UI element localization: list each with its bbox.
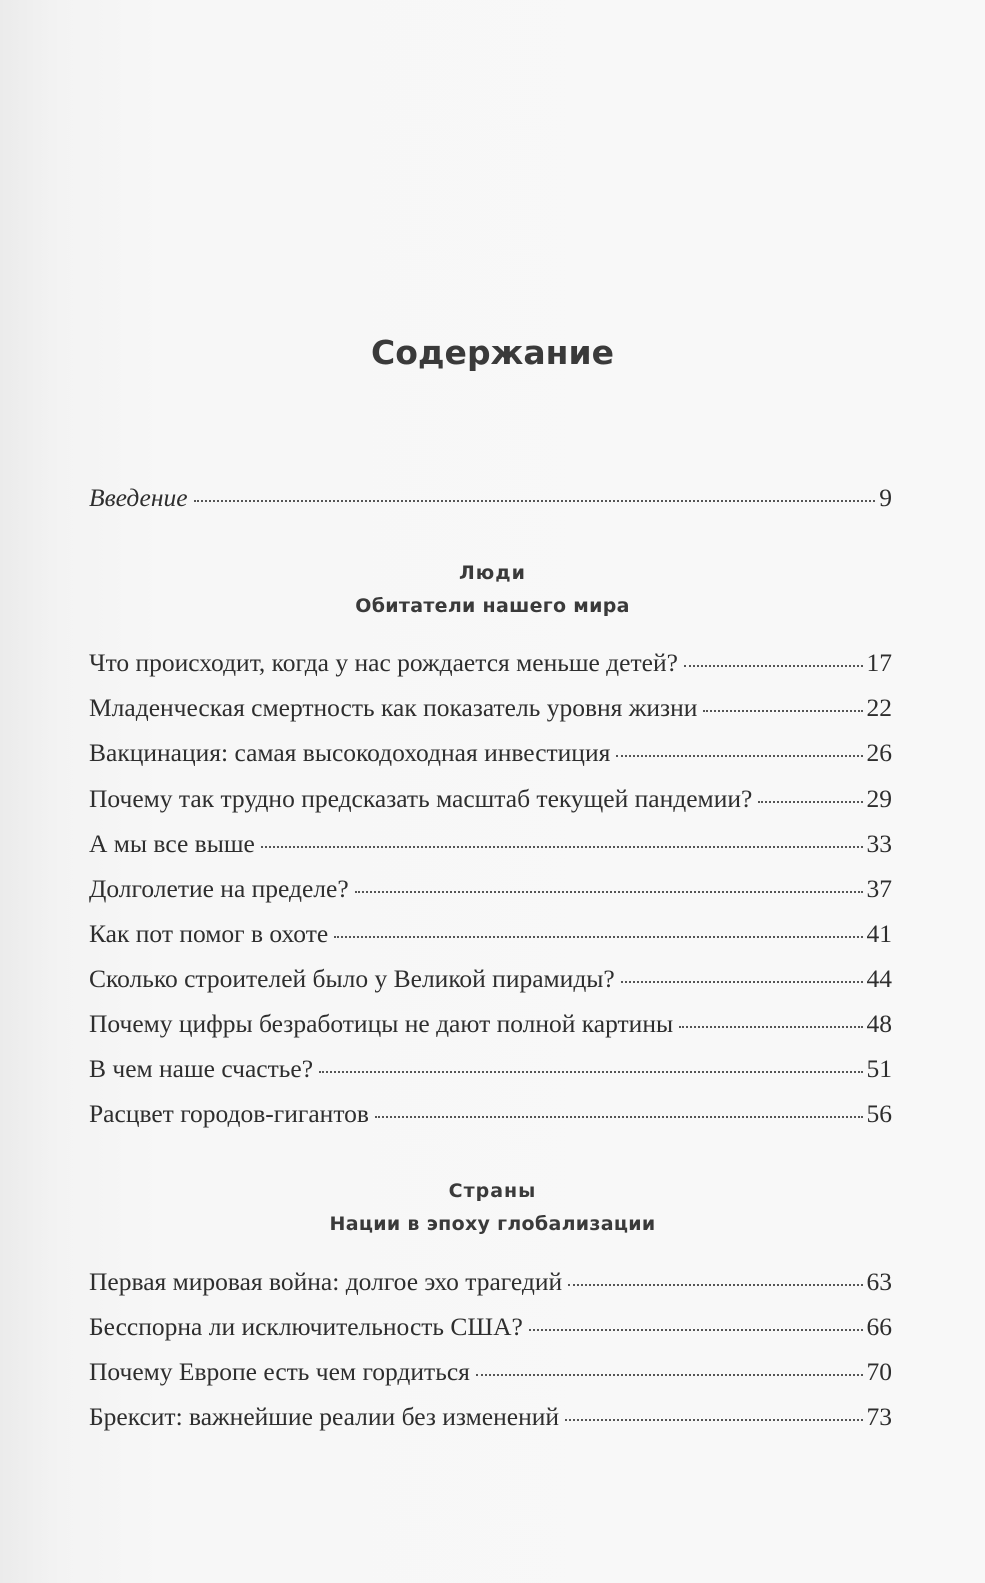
toc-entry-page: 66: [866, 1312, 892, 1341]
toc-entry[interactable]: [89, 919, 892, 953]
dot-leader: [621, 981, 863, 983]
toc-entry-page: 37: [866, 874, 892, 903]
toc-entry-label: Как пот помог в охоте: [89, 919, 329, 948]
toc-entry-label: Введение: [89, 483, 188, 512]
toc-entry[interactable]: [89, 829, 892, 863]
toc-entry-page: 26: [866, 738, 892, 767]
section-subheading-people: Обитатели нашего мира: [355, 595, 630, 617]
toc-entry-label: Бесспорна ли исключительность США?: [89, 1312, 523, 1341]
toc-entry-label: Почему Европе есть чем гордиться: [89, 1357, 470, 1386]
toc-entry-label: Почему так трудно предсказать масштаб текущей пандемии?: [89, 784, 753, 813]
toc-entry[interactable]: [89, 648, 892, 682]
toc-entry-page: 9: [879, 483, 892, 512]
toc-entry-page: 17: [866, 648, 892, 677]
dot-leader: [529, 1329, 863, 1331]
toc-entry[interactable]: [89, 874, 892, 908]
toc-entry[interactable]: [89, 1099, 892, 1133]
toc-entry-label: Сколько строителей было у Великой пирамиды?: [89, 964, 615, 993]
toc-entry[interactable]: [89, 738, 892, 772]
toc-entry[interactable]: [89, 1009, 892, 1043]
toc-entry-label: Что происходит, когда у нас рождается меньше детей?: [89, 648, 678, 677]
dot-leader: [375, 1116, 863, 1118]
dot-leader: [194, 500, 876, 502]
toc-entry[interactable]: [89, 1402, 892, 1436]
dot-leader: [334, 936, 862, 938]
toc-entry-page: 63: [866, 1267, 892, 1296]
toc-entry-label: Почему цифры безработицы не дают полной картины: [89, 1009, 674, 1038]
toc-entry-page: 48: [866, 1009, 892, 1038]
section-heading-countries: Страны: [448, 1180, 537, 1202]
section-heading-people: Люди: [459, 562, 526, 584]
dot-leader: [261, 846, 863, 848]
dot-leader: [568, 1284, 862, 1286]
toc-entry-label: Расцвет городов-гигантов: [89, 1099, 369, 1128]
dot-leader: [355, 891, 863, 893]
dot-leader: [703, 710, 862, 712]
toc-entry-page: 33: [866, 829, 892, 858]
toc-entry-page: 51: [866, 1054, 892, 1083]
toc-entry-page: 29: [866, 784, 892, 813]
dot-leader: [565, 1419, 862, 1421]
section-subheading-countries: Нации в эпоху глобализации: [329, 1213, 656, 1235]
toc-entry-label: Вакцинация: самая высокодоходная инвестиция: [89, 738, 611, 767]
dot-leader: [476, 1374, 863, 1376]
dot-leader: [758, 801, 862, 803]
toc-entry[interactable]: [89, 693, 892, 727]
toc-entry[interactable]: [89, 1267, 892, 1301]
toc-entry-label: Долголетие на пределе?: [89, 874, 349, 903]
toc-entry[interactable]: [89, 1054, 892, 1088]
toc-entry-label: Брексит: важнейшие реалии без изменений: [89, 1402, 560, 1431]
toc-entry[interactable]: [89, 784, 892, 818]
dot-leader: [319, 1071, 862, 1073]
toc-entry-page: 22: [866, 693, 892, 722]
toc-entry-page: 41: [866, 919, 892, 948]
toc-entry-page: 70: [866, 1357, 892, 1386]
toc-entry-page: 73: [866, 1402, 892, 1431]
toc-entry-label: В чем наше счастье?: [89, 1054, 314, 1083]
dot-leader: [684, 665, 863, 667]
dot-leader: [679, 1026, 862, 1028]
toc-entry-label: А мы все выше: [89, 829, 255, 858]
toc-entry-label: Младенческая смертность как показатель уровня жизни: [89, 693, 698, 722]
toc-entry[interactable]: [89, 1312, 892, 1346]
toc-entry[interactable]: [89, 964, 892, 998]
page-title: Содержание: [371, 333, 614, 372]
toc-entry-intro[interactable]: [89, 483, 892, 517]
toc-entry-page: 56: [866, 1099, 892, 1128]
toc-entry[interactable]: [89, 1357, 892, 1391]
toc-entry-page: 44: [866, 964, 892, 993]
toc-entry-label: Первая мировая война: долгое эхо трагедий: [89, 1267, 563, 1296]
dot-leader: [616, 755, 862, 757]
